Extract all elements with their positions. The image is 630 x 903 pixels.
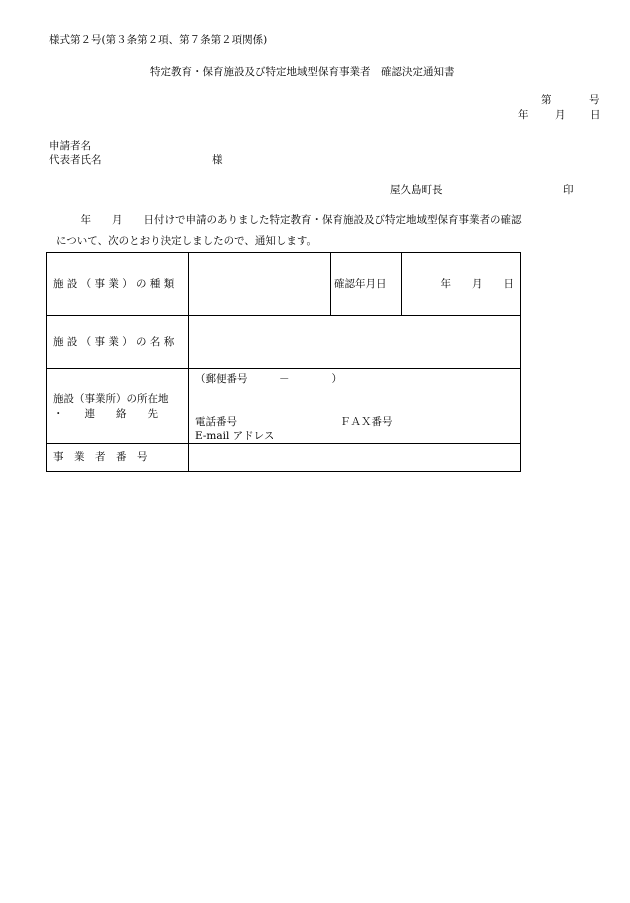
location-label (47, 369, 189, 444)
document-title: 特定教育・保育施設及び特定地域型保育事業者 確認決定通知書 (150, 66, 455, 78)
seal-mark: 印 (563, 184, 574, 196)
location-row (47, 369, 521, 444)
confirm-date-value: 年 月 日 (402, 253, 521, 316)
confirmation-table (46, 252, 521, 472)
date-year-label: 年 (518, 109, 529, 121)
fax-label: ＦＡＸ番号 (340, 416, 393, 428)
facility-type-value (189, 253, 331, 316)
phone-label: 電話番号 (195, 416, 237, 428)
facility-type-label: 施 設 （ 事 業 ） の 種 類 (47, 253, 189, 316)
operator-number-value (189, 444, 521, 472)
postal-code-label: （郵便番号 － ） (195, 373, 342, 385)
location-label-line-2: ・ 連 絡 先 (53, 408, 158, 420)
confirm-date-label: 確認年月日 (331, 253, 402, 316)
applicant-name-label: 申請者名 (49, 140, 91, 152)
body-text-line-2: について、次のとおり決定しましたので、通知します。 (56, 235, 318, 247)
body-text-line-1: 年 月 日付けで申請のありました特定教育・保育施設及び特定地域型保育事業者の確認 (49, 214, 522, 226)
facility-name-value (189, 316, 521, 369)
form-number: 様式第２号(第３条第２項、第７条第２項関係) (49, 34, 268, 46)
honorific: 様 (212, 154, 223, 166)
facility-name-row (47, 316, 521, 369)
issuer-name: 屋久島町長 (390, 184, 443, 196)
date-month-label: 月 (555, 109, 566, 121)
email-label: E-mail アドレス (195, 430, 275, 442)
location-label-line-1: 施設（事業所）の所在地 (53, 393, 169, 405)
facility-type-row (47, 253, 521, 316)
operator-number-label: 事 業 者 番 号 (47, 444, 189, 472)
date-day-label: 日 (590, 109, 601, 121)
document-number-prefix: 第 (541, 94, 552, 106)
operator-number-row (47, 444, 521, 472)
location-value (189, 369, 521, 444)
facility-name-label: 施 設 （ 事 業 ） の 名 称 (47, 316, 189, 369)
document-number-suffix: 号 (589, 94, 600, 106)
representative-name-label: 代表者氏名 (49, 154, 102, 166)
